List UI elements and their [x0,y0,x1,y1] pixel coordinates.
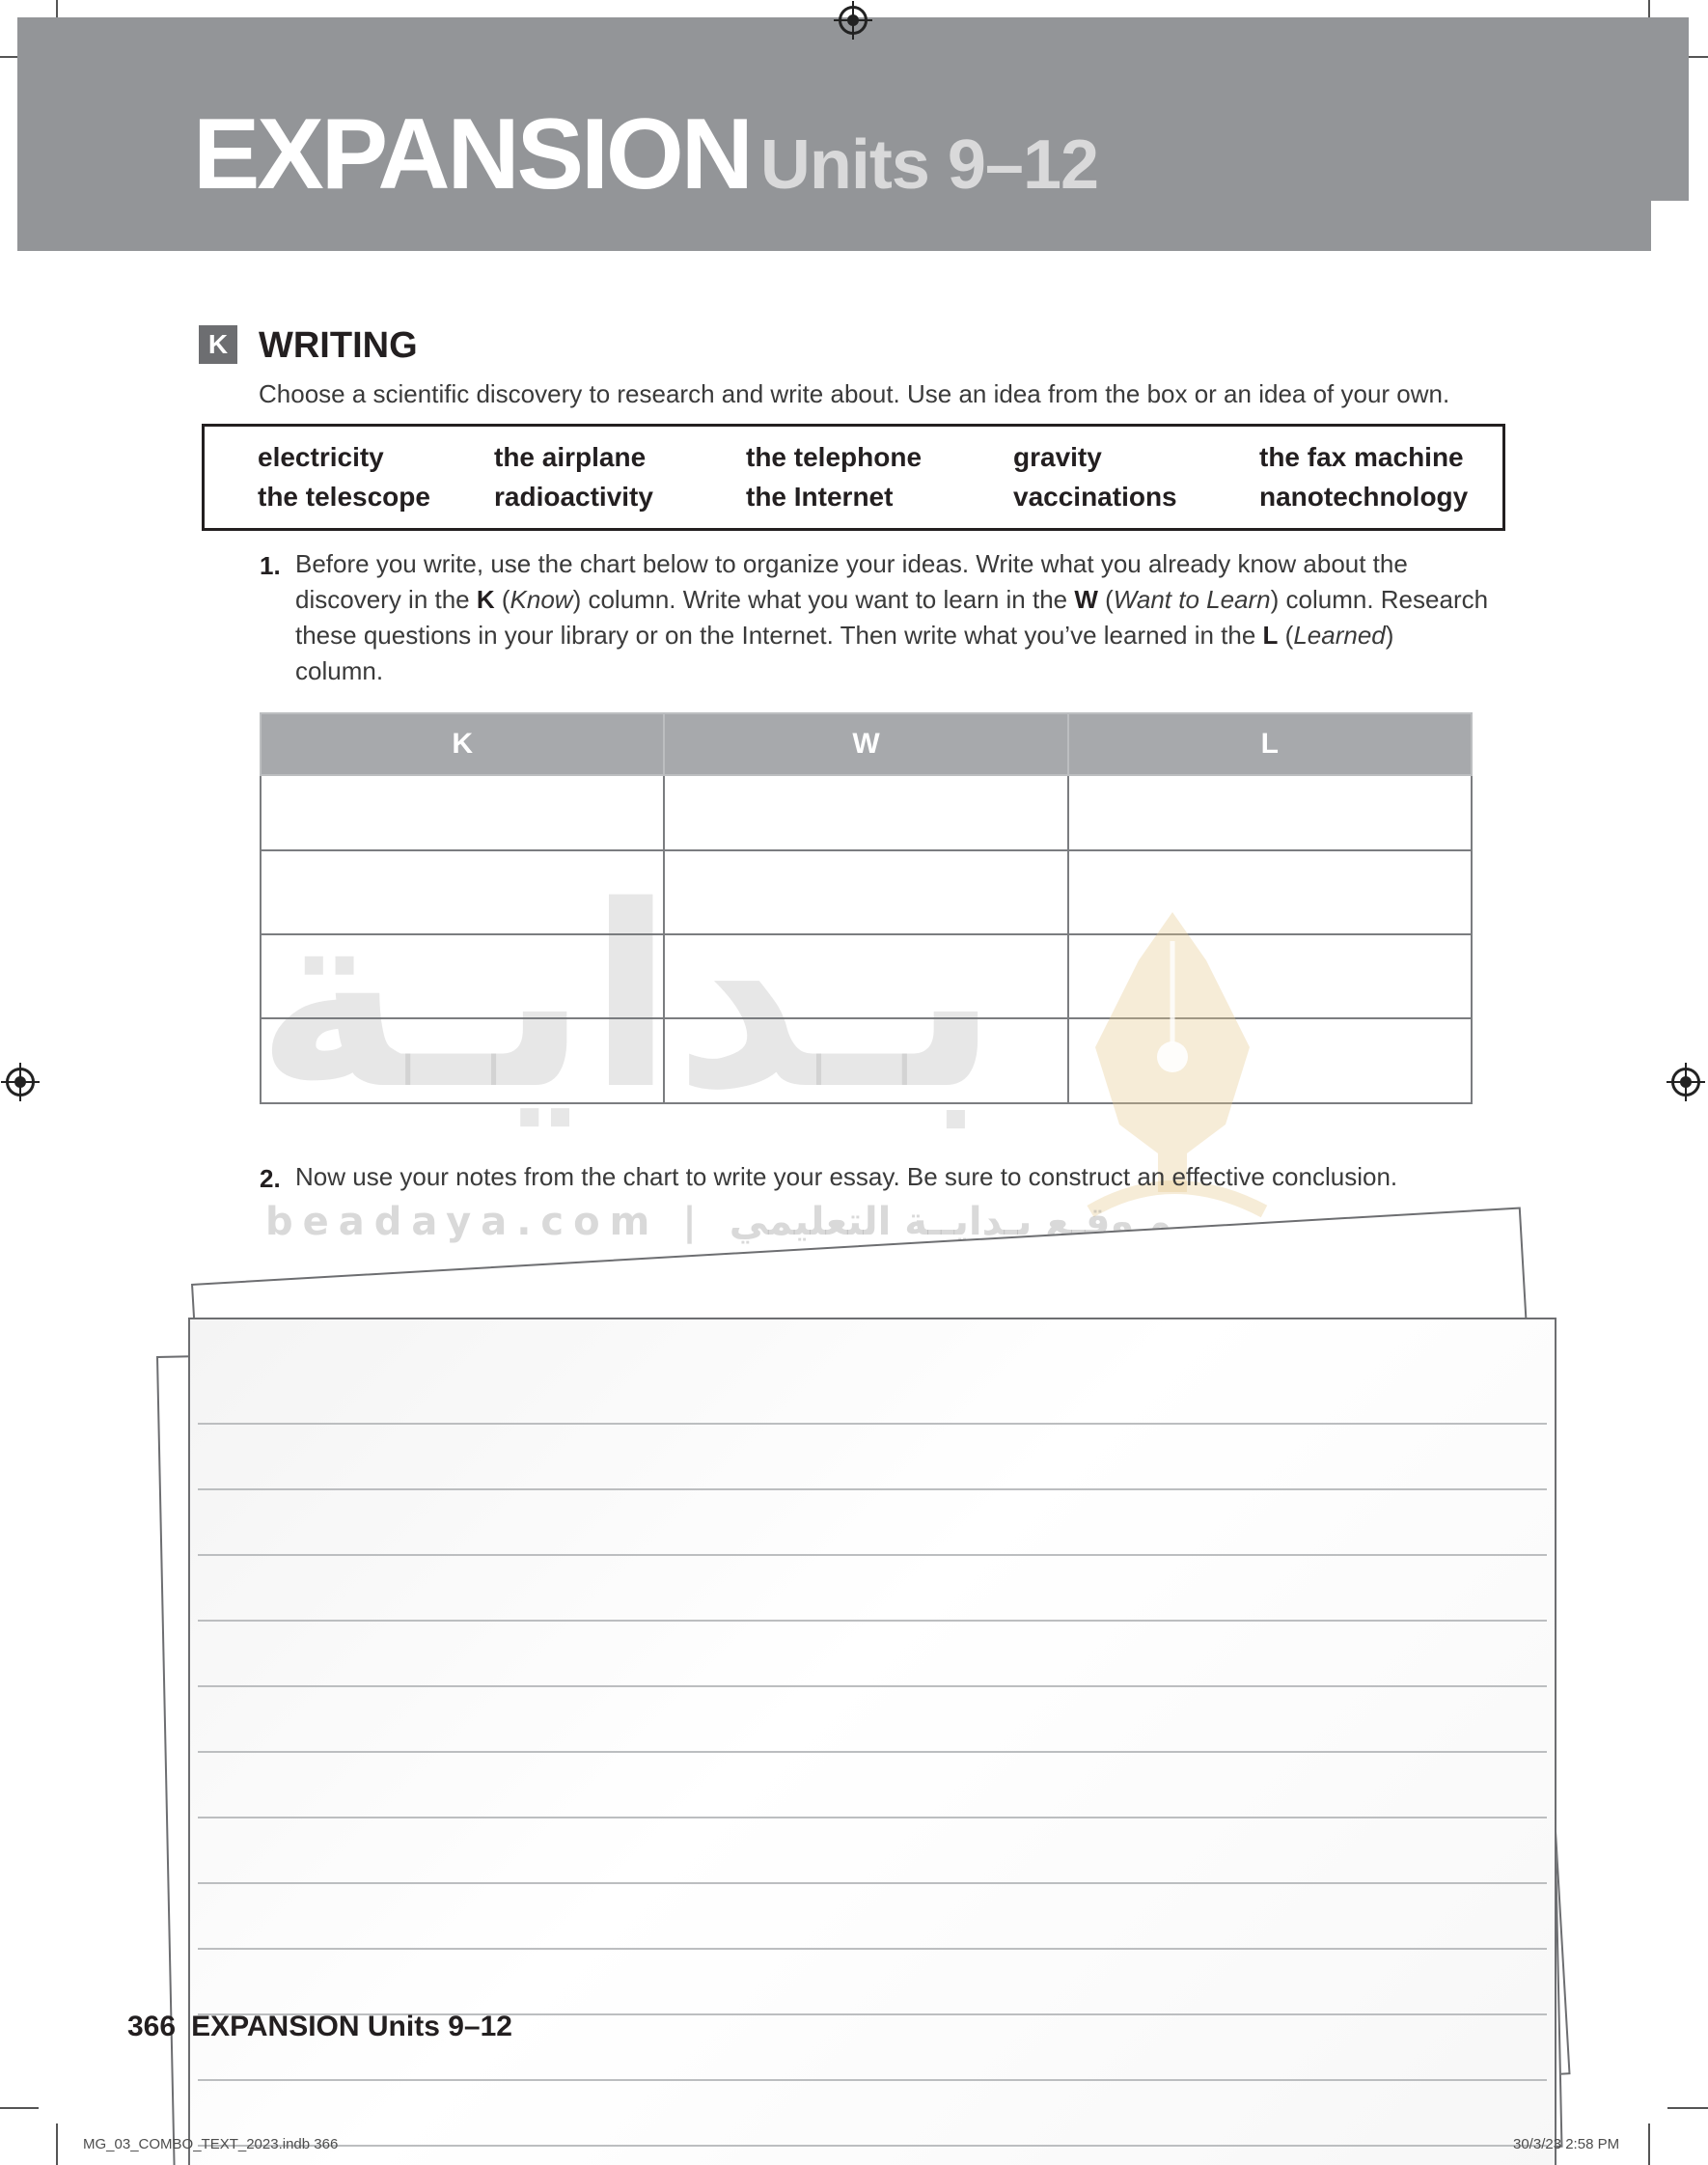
text-run-bold: L [1262,621,1279,650]
kwl-cell-l[interactable] [1068,775,1472,850]
writing-line [198,1423,1547,1425]
item-2-number: 2. [260,1164,281,1193]
section-intro: Choose a scientific discovery to research and write about. Use an idea from the box or an idea of your own. [259,379,1450,408]
page-number: 366 [127,2011,177,2042]
print-slug-file: MG_03_COMBO_TEXT_2023.indb 366 [83,2136,339,2152]
text-run: discovery in the [295,585,477,614]
writing-line [198,1817,1547,1818]
text-run-bold: W [1074,585,1098,614]
watermark-site-text: beadaya.com | مـوقـع بـدايــة التعليمي [265,1200,1172,1244]
idea-word: the Internet [746,482,894,512]
page-title-main: EXPANSION [193,98,751,210]
text-run-italic: Learned [1293,621,1386,650]
writing-line [198,1882,1547,1884]
writing-line [198,1488,1547,1490]
idea-word: electricity [258,442,384,472]
item-1-line [295,618,1521,653]
text-run: ) [1385,621,1394,650]
kwl-cell-k[interactable] [261,775,664,850]
writing-line [198,2079,1547,2081]
idea-word: the fax machine [1259,442,1464,472]
section-title: WRITING [259,325,418,366]
text-run: ( [494,585,510,614]
writing-line [198,1685,1547,1687]
registration-mark-icon [6,1068,35,1096]
idea-word: the telescope [258,482,430,512]
writing-line [198,1620,1547,1622]
item-1-line [295,582,1521,618]
writing-line [198,1554,1547,1556]
writing-line [198,1948,1547,1950]
crop-mark [1648,2123,1650,2165]
idea-word: the airplane [494,442,647,472]
item-1-line: column. [295,656,384,685]
text-run: these questions in your library or on the Internet. Then write what you’ve learned in the [295,621,1263,650]
text-run: ( [1278,621,1294,650]
idea-word: radioactivity [494,482,653,512]
watermark-logo-text: بـدايـة [256,853,999,1145]
registration-mark-icon [839,6,868,35]
writing-line [198,2145,1547,2147]
crop-mark [1667,2107,1708,2109]
idea-word-box [202,424,1505,531]
writing-line [198,1751,1547,1753]
header-tab [1651,17,1689,201]
text-run: ) column. Write what you want to learn in the [572,585,1075,614]
idea-word: nanotechnology [1259,482,1469,512]
idea-word: the telephone [746,442,923,472]
text-run-italic: Know [510,585,573,614]
footer-running-head [127,2011,512,2043]
print-slug-date: 30/3/23 2:58 PM [1513,2136,1620,2152]
crop-mark [56,2123,58,2165]
crop-mark [0,2107,39,2109]
idea-word: gravity [1013,442,1102,472]
kwl-header-w: W [664,713,1067,775]
item-1-line: Before you write, use the chart below to organize your ideas. Write what you already know about the [295,549,1408,578]
page-title-units: Units 9–12 [759,126,1099,204]
text-run: ( [1097,585,1114,614]
text-run-italic: Want to Learn [1113,585,1271,614]
kwl-header-k: K [261,713,664,775]
kwl-cell-w[interactable] [664,775,1067,850]
section-letter-badge: K [199,325,237,364]
page-title [193,98,1099,210]
text-run-bold: K [476,585,495,614]
idea-word: vaccinations [1013,482,1177,512]
kwl-header-row [261,713,1472,775]
kwl-row [261,775,1472,850]
item-2-text: Now use your notes from the chart to write your essay. Be sure to construct an effective conclusion. [295,1162,1398,1191]
kwl-header-l: L [1068,713,1472,775]
text-run: ) column. Research [1270,585,1489,614]
registration-mark-icon [1671,1068,1700,1096]
item-1-text [295,546,1521,689]
footer-title: EXPANSION Units 9–12 [191,2011,512,2042]
item-1-number: 1. [260,551,281,580]
